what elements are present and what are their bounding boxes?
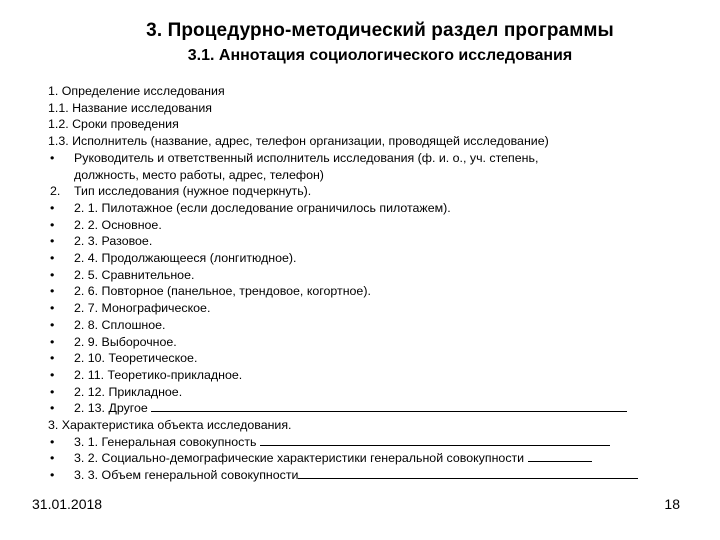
list-item-text: 2. 2. Основное.: [74, 217, 162, 232]
list-item-text: 2. 7. Монографическое.: [74, 301, 211, 316]
section-heading-2: Тип исследования (нужное подчеркнуть).: [74, 184, 312, 199]
list-item: [48, 283, 718, 300]
list-item-text: 1.3. Исполнитель (название, адрес, телефон организации, проводящей исследование): [48, 134, 549, 149]
bullet-icon: •: [50, 451, 55, 466]
bullet-icon: •: [50, 284, 55, 299]
list-item: [48, 317, 718, 334]
list-item: [48, 100, 718, 117]
bullet-icon: •: [50, 401, 55, 416]
list-item: [48, 116, 718, 133]
section-heading-1: 1. Определение исследования: [48, 84, 225, 98]
list-item-text: 2. 5. Сравнительное.: [74, 267, 195, 282]
bullet-icon: •: [50, 384, 55, 399]
list-item: [48, 367, 718, 384]
bullet-icon: •: [50, 351, 55, 366]
fill-in-line: [260, 434, 610, 446]
list-item: [48, 450, 718, 467]
list-item-text: 2. 10. Теоретическое.: [74, 351, 198, 366]
bullet-icon: •: [50, 468, 55, 483]
list-item-text: 2. 11. Теоретико-прикладное.: [74, 367, 243, 382]
bullet-icon: •: [50, 251, 55, 266]
bullet-icon: •: [50, 217, 55, 232]
list-item-text: 2. 1. Пилотажное (если доследование ограничилось пилотажем).: [74, 200, 451, 215]
list-item-text: 2. 12. Прикладное.: [74, 384, 183, 399]
bullet-icon: •: [50, 267, 55, 282]
bullet-icon: •: [50, 367, 55, 382]
bullet-icon: •: [50, 334, 55, 349]
list-item-text: 3. 1. Генеральная совокупность: [74, 434, 257, 449]
list-item: [48, 250, 718, 267]
slide-title: 3. Процедурно-методический раздел программы: [146, 20, 614, 41]
list-item: [48, 217, 718, 234]
list-item: [48, 150, 718, 167]
slide-subtitle: 3.1. Аннотация социологического исследования: [187, 47, 573, 64]
bullet-icon: •: [50, 150, 55, 165]
list-item-text: 2. 8. Сплошное.: [74, 317, 166, 332]
list-item: [48, 334, 718, 351]
list-item: [48, 83, 718, 100]
list-item: [48, 133, 718, 150]
page-number: 18: [664, 496, 680, 512]
footer-date: 31.01.2018: [32, 496, 103, 512]
list-item-continuation: [48, 167, 718, 184]
list-item-text: 2. 4. Продолжающееся (лонгитюдное).: [74, 251, 297, 266]
bullet-icon: •: [50, 434, 55, 449]
list-item-text: 2. 13. Другое: [74, 401, 148, 416]
list-item: [48, 400, 718, 417]
list-item-text: 2. 3. Разовое.: [74, 234, 153, 249]
fill-in-line: [151, 400, 627, 412]
bullet-icon: •: [50, 317, 55, 332]
bullet-icon: •: [50, 301, 55, 316]
list-item: [48, 200, 718, 217]
list-item-text: 3. 3. Объем генеральной совокупности: [74, 468, 299, 483]
list-item-text: Руководитель и ответственный исполнитель исследования (ф. и. о., уч. степень,: [74, 150, 539, 165]
list-item: [48, 384, 718, 401]
annotation-list: [48, 83, 718, 484]
list-item: [48, 183, 718, 200]
list-item: [48, 350, 718, 367]
fill-in-line: [528, 450, 592, 462]
list-item: [48, 417, 718, 434]
list-item-text: должность, место работы, адрес, телефон): [74, 167, 324, 182]
fill-in-line: [298, 467, 638, 479]
bullet-icon: •: [50, 234, 55, 249]
list-item-text: 2. 9. Выборочное.: [74, 334, 177, 349]
bullet-icon: •: [50, 200, 55, 215]
list-item: [48, 267, 718, 284]
list-item: [48, 467, 718, 484]
list-item-text: 1.2. Сроки проведения: [48, 117, 179, 132]
list-item-text: 1.1. Название исследования: [48, 100, 213, 115]
list-item: [48, 434, 718, 451]
list-item: [48, 233, 718, 250]
list-item: [48, 300, 718, 317]
list-item-text: 2. 6. Повторное (панельное, трендовое, когортное).: [74, 284, 371, 299]
list-item-text: 3. 2. Социально-демографические характеристики генеральной совокупности: [74, 451, 525, 466]
list-marker: 2.: [50, 184, 61, 199]
section-heading-3: 3. Характеристика объекта исследования.: [48, 418, 292, 433]
